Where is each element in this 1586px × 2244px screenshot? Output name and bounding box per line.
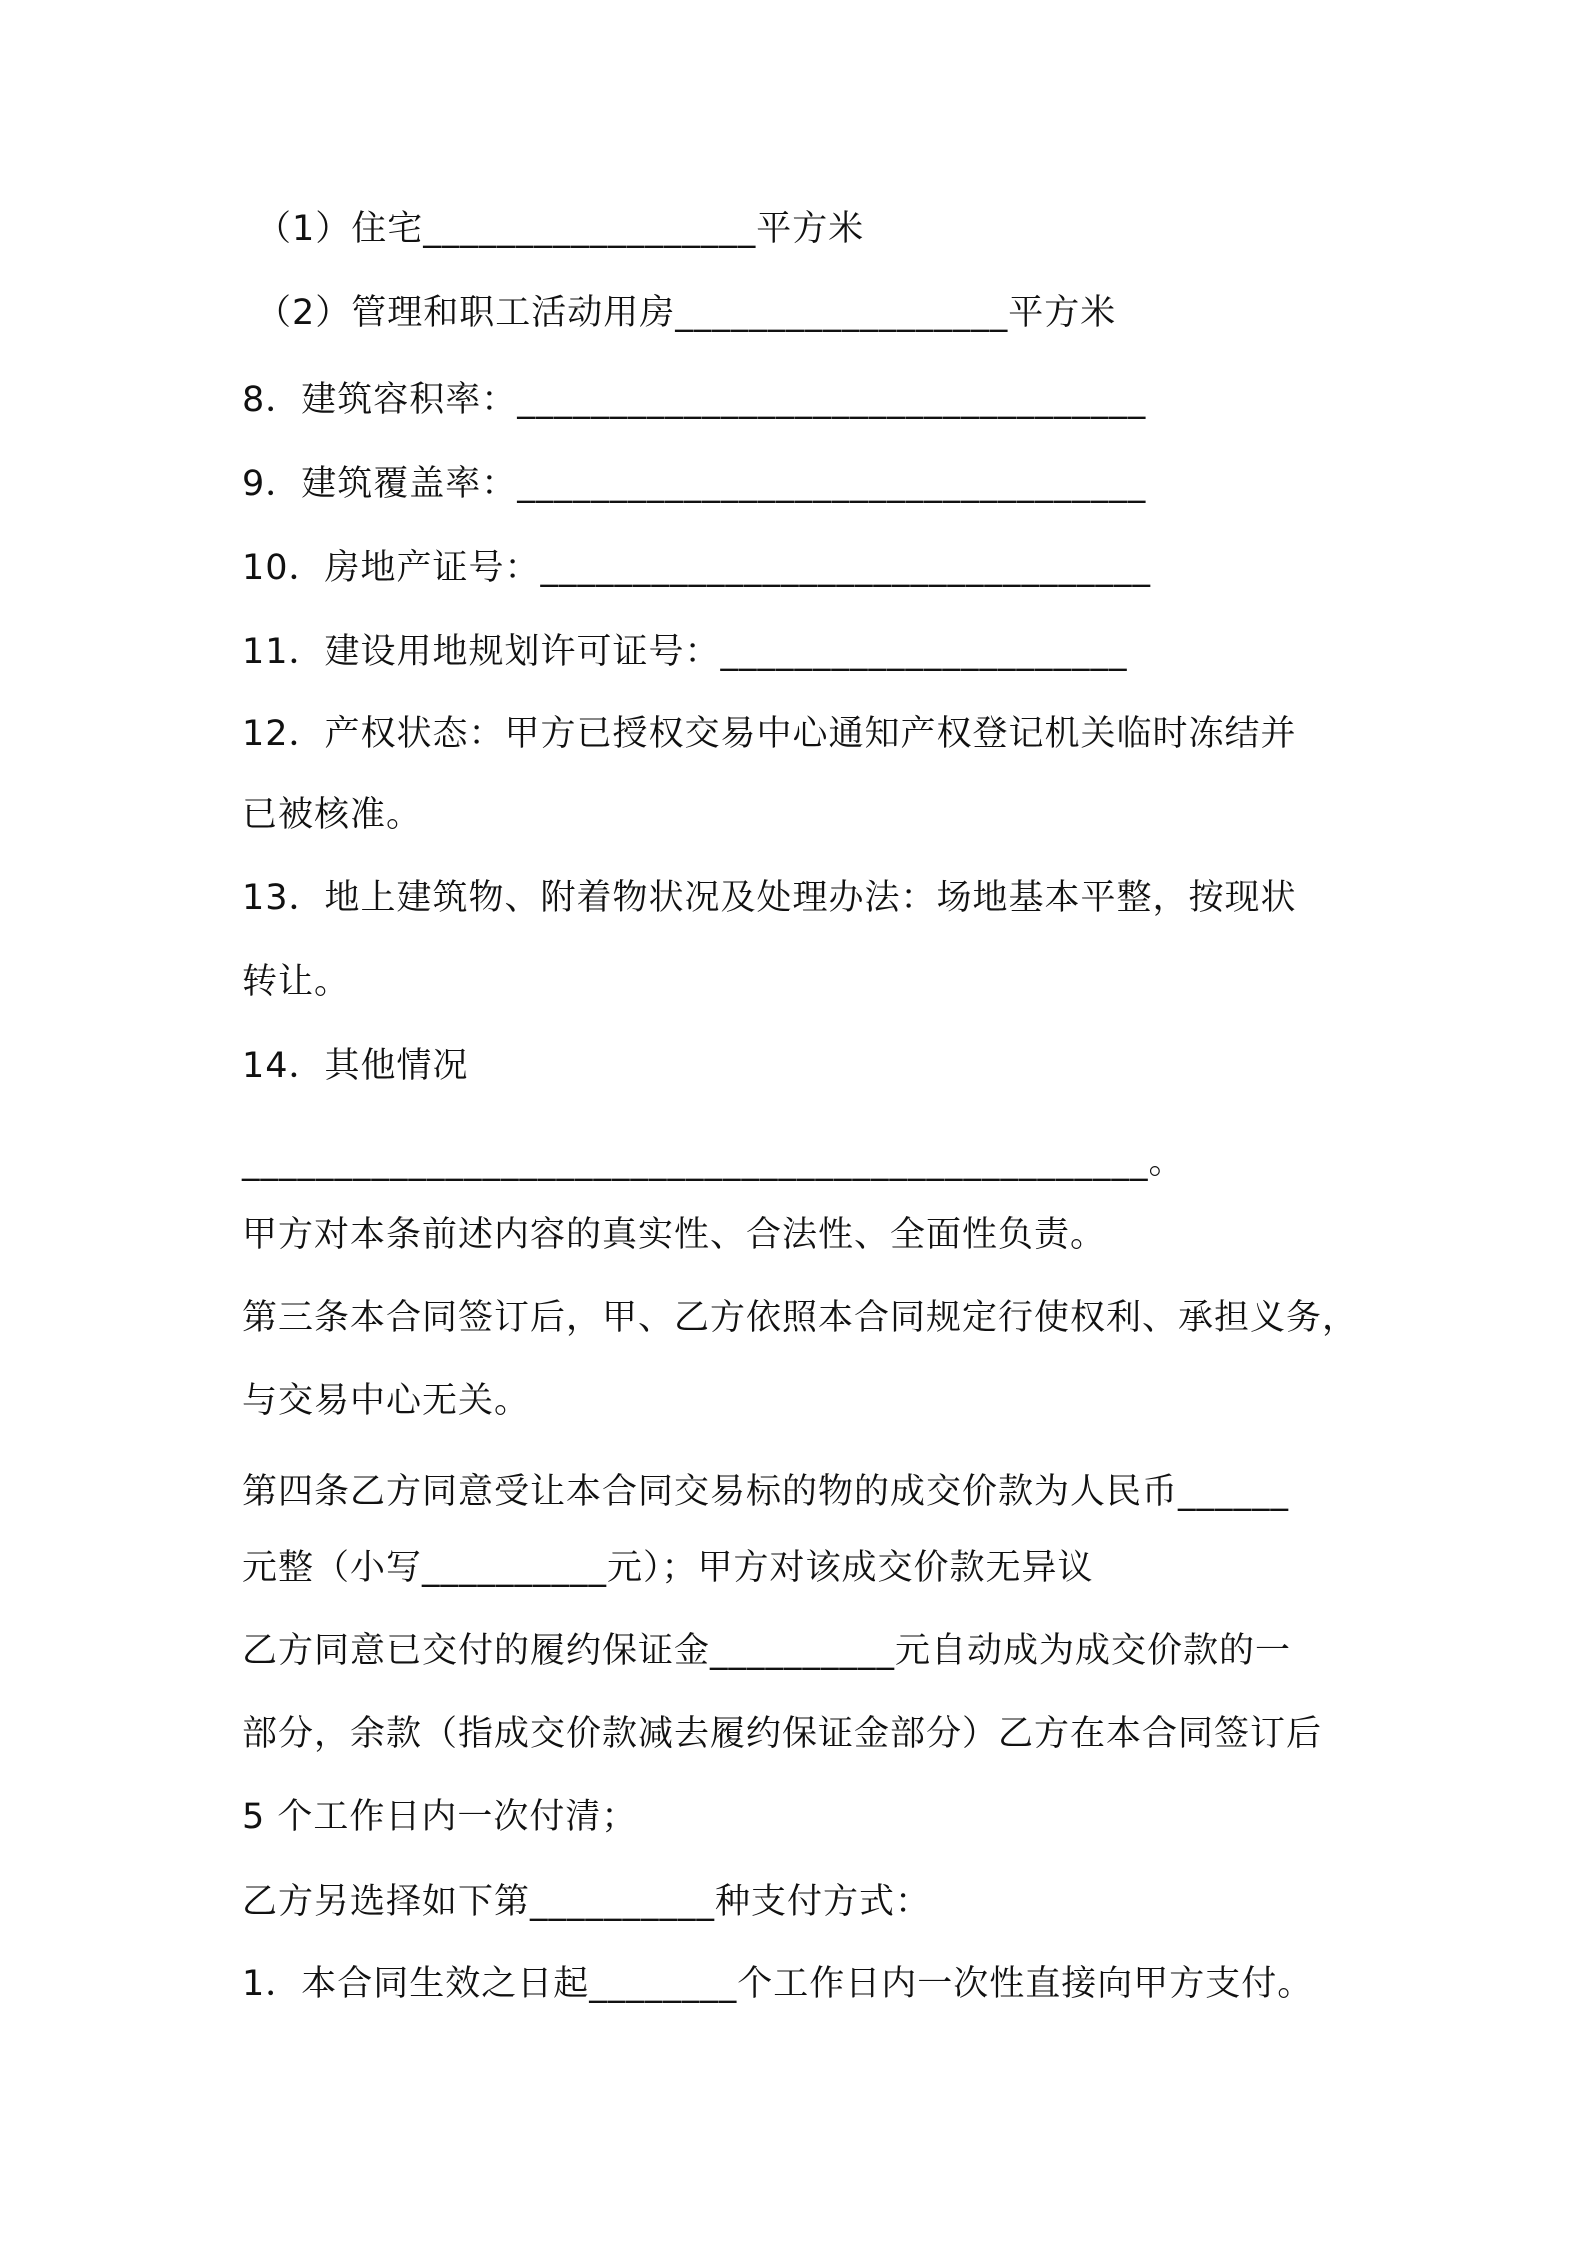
item-13-buildings: 13．地上建筑物、附着物状况及处理办法：场地基本平整，按现状 [242, 878, 1297, 918]
article-3-cont: 与交易中心无关。 [242, 1381, 531, 1421]
item-13-buildings-cont: 转让。 [242, 962, 351, 1002]
deposit-clause-cont: 部分，余款（指成交价款减去履约保证金部分）乙方在本合同签订后 [242, 1714, 1323, 1754]
item-residential-area: （1）住宅__________________平方米 [256, 209, 865, 249]
deposit-clause: 乙方同意已交付的履约保证金__________元自动成为成交价款的一 [242, 1631, 1292, 1671]
responsibility-statement: 甲方对本条前述内容的真实性、合法性、全面性负责。 [242, 1215, 1107, 1255]
item-12-property-status-cont: 已被核准。 [242, 795, 423, 835]
item-9-building-coverage: 9．建筑覆盖率：__________________________________ [242, 464, 1147, 504]
article-4-cont: 元整（小写__________元）；甲方对该成交价款无异议 [242, 1548, 1094, 1588]
item-14-other: 14．其他情况 [242, 1046, 469, 1086]
item-11-planning-permit: 11．建设用地规划许可证号：______________________ [242, 632, 1128, 672]
article-4: 第四条乙方同意受让本合同交易标的物的成交价款为人民币______ [242, 1472, 1290, 1512]
item-management-area: （2）管理和职工活动用房__________________平方米 [256, 293, 1117, 333]
payment-method-1: 1．本合同生效之日起________个工作日内一次性直接向甲方支付。 [242, 1964, 1314, 2004]
item-14-other-blank: _________________________________________________。 [242, 1142, 1185, 1182]
deposit-clause-cont-2: 5 个工作日内一次付清； [242, 1797, 638, 1837]
article-3: 第三条本合同签订后，甲、乙方依照本合同规定行使权利、承担义务， [242, 1298, 1359, 1338]
item-10-property-certificate: 10．房地产证号：_________________________________ [242, 548, 1152, 588]
payment-method-choice: 乙方另选择如下第__________种支付方式： [242, 1882, 932, 1922]
item-8-plot-ratio: 8．建筑容积率：__________________________________ [242, 380, 1147, 420]
item-12-property-status: 12．产权状态：甲方已授权交易中心通知产权登记机关临时冻结并 [242, 714, 1297, 754]
